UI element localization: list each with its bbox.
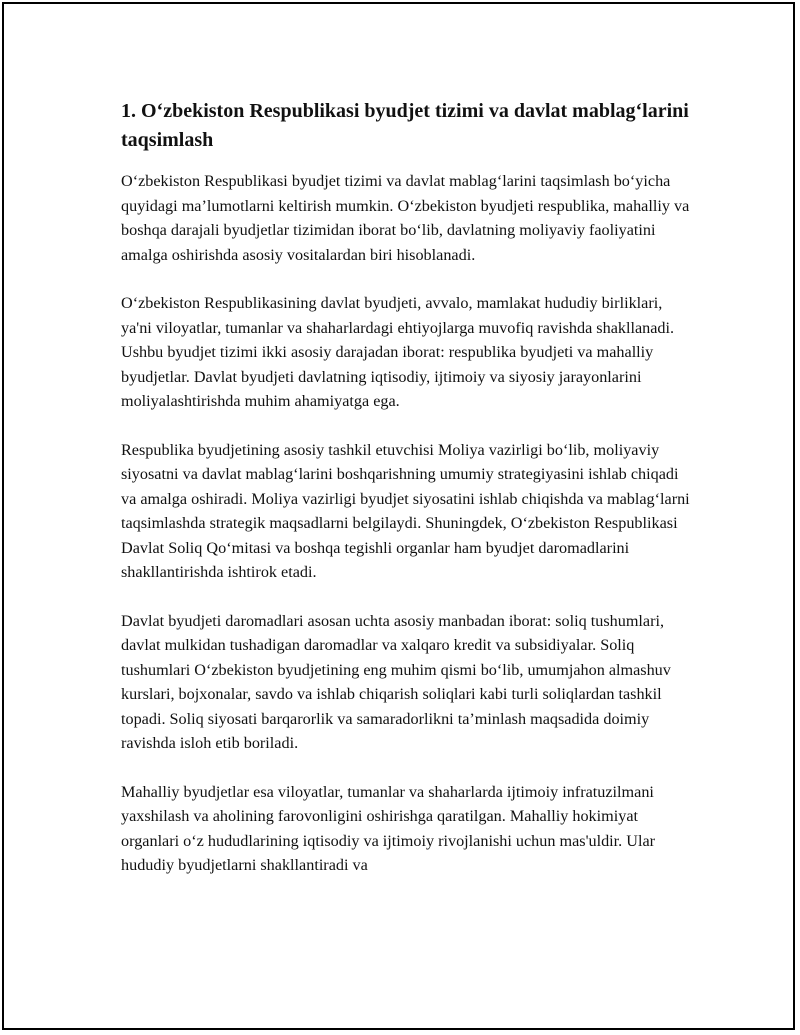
paragraph-4: Davlat byudjeti daromadlari asosan uchta asosiy manbadan iborat: soliq tushumlari, davlat mulkidan tushadigan daromadlar va xalqaro kredit va subsidiyalar. Soliq tushumlari O‘zbekiston byudjetining eng muhim qismi bo‘lib, umumjahon almashuv kurslari, bojxonalar, savdo va ishlab chiqarish soliqlari kabi turli soliqlardan tashkil topadi. Soliq siyosati barqarorlik va samaradorlikni ta’minlash maqsadida doimiy ravishda isloh etib boriladi. bbox=[121, 611, 671, 752]
paragraph-3: Respublika byudjetining asosiy tashkil etuvchisi Moliya vazirligi bo‘lib, moliyaviy siyosatni va davlat mablag‘larini boshqarishning umumiy strategiyasini ishlab chiqadi va amalga oshiradi. Moliya vazirligi byudjet siyosatini ishlab chiqishda va mablag‘larni taqsimlashda strategik maqsadlarni belgilaydi. Shuningdek, O‘zbekiston Respublikasi Davlat Soliq Qo‘mitasi va boshqa tegishli organlar ham byudjet daromadlarini shakllantirishda ishtirok etadi. bbox=[121, 440, 690, 581]
paragraph-1: O‘zbekiston Respublikasi byudjet tizimi va davlat mablag‘larini taqsimlash bo‘yicha quyidagi ma’lumotlarni keltirish mumkin. O‘zbekiston byudjeti respublika, mahalliy va boshqa darajali byudjetlar tizimidan iborat bo‘lib, davlatning moliyaviy faoliyatini amalga oshirishda asosiy vositalardan biri hisoblanadi. bbox=[121, 172, 690, 264]
paragraph-2: O‘zbekiston Respublikasining davlat byudjeti, avvalo, mamlakat hududiy birliklari, ya'ni viloyatlar, tumanlar va shaharlardagi ehtiyojlarga muvofiq ravishda shakllanadi. Ushbu byudjet tizimi ikki asosiy darajadan iborat: respublika byudjeti va mahalliy byudjetlar. Davlat byudjeti davlatning iqtisodiy, ijtimoiy va siyosiy jarayonlarini moliyalashtirishda muhim ahamiyatga ega. bbox=[121, 294, 675, 410]
document-title: 1. O‘zbekiston Respublikasi byudjet tizimi va davlat mablag‘larini taqsimlash bbox=[121, 100, 689, 151]
page-frame bbox=[2, 2, 795, 1030]
paragraph-5: Mahalliy byudjetlar esa viloyatlar, tumanlar va shaharlarda ijtimoiy infratuzilmani yaxshilash va aholining farovonligini oshirishga qaratilgan. Mahalliy hokimiyat organlari o‘z hududlarining iqtisodiy va ijtimoiy rivojlanishi uchun mas'uldir. Ular hududiy byudjetlarni shakllantiradi va bbox=[121, 782, 656, 874]
document-body bbox=[121, 97, 693, 902]
